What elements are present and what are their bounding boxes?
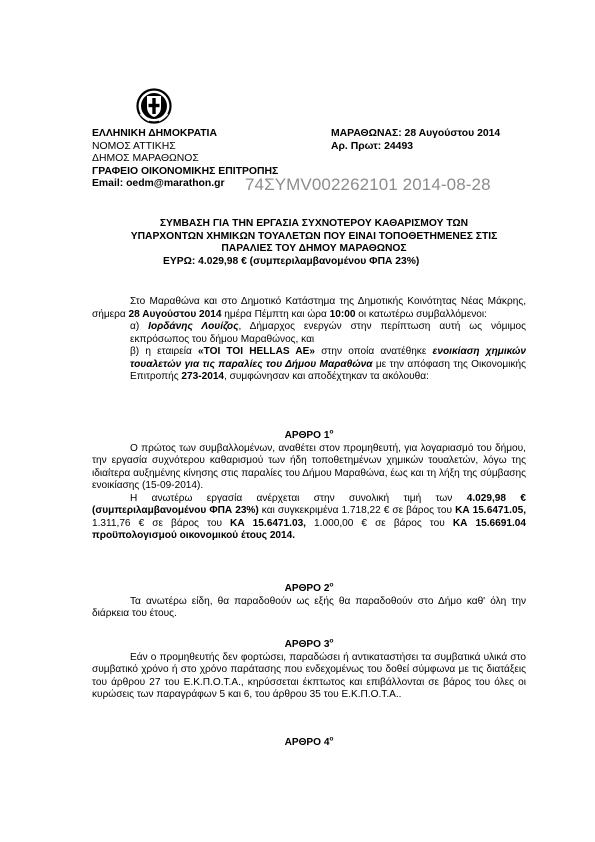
- date-block: [331, 128, 500, 153]
- article-1-paragraph-2: Η ανωτέρω εργασία ανέρχεται στην συνολική τιμή των 4.029,98 € (συμπεριλαμβανομένου ΦΠΑ 23%) και συγκεκριμένα 1.718,22 € σε βάρος του ΚΑ 15.6471.05, 1.311,76 € σε βάρος του ΚΑ 15.6471.03, 1.000,00 € σε βάρος του ΚΑ 15.6691.04 προϋπολογισμού οικονομικού έτους 2014.: [92, 492, 526, 541]
- contact-email: Email: oedm@marathon.gr: [92, 178, 225, 190]
- title-line-3: ΠΑΡΑΛΙΕΣ ΤΟΥ ΔΗΜΟΥ ΜΑΡΑΘΩΝΟΣ: [221, 243, 407, 255]
- contract-title: [92, 218, 536, 268]
- office-name: ΓΡΑΦΕΙΟ ΟΙΚΟΝΟΜΙΚΗΣ ΕΠΙΤΡΟΠΗΣ: [92, 165, 279, 177]
- article-2-heading: ΑΡΘΡΟ $2^o$: [284, 581, 334, 594]
- title-line-2: ΥΠΑΡΧΟΝΤΩΝ ΧΗΜΙΚΩΝ ΤΟΥΑΛΕΤΩΝ ΠΟΥ ΕΙΝΑΙ ΤΟΠΟΘΕΤΗΜΕΝΕΣ ΣΤΙΣ: [130, 230, 498, 242]
- protocol-number: Αρ. Πρωτ: 24493: [331, 140, 414, 152]
- article-2-paragraph: Τα ανωτέρω είδη, θα παραδοθούν ως εξής θα παραδοθούν στο Δήμο καθ' όλη την διάρκεια του έτους.: [92, 595, 526, 619]
- party-b-item: β) η εταιρεία «TOI TOI HELLAS AE» στην οποία ανατέθηκε ενοικίαση χημικών τουαλετών για τις παραλίες του Δήμου Μαραθώνα με την απόφαση της Οικονομικής Επιτροπής 273-2014, συμφώνησαν και αποδέχτηκαν τα ακόλουθα:: [130, 346, 526, 382]
- article-1-heading: ΑΡΘΡΟ $1^o$: [284, 428, 334, 441]
- article-3-heading: ΑΡΘΡΟ $3^o$: [284, 637, 334, 650]
- article-1-paragraph-1: Ο πρώτος των συμβαλλομένων, αναθέτει στον προμηθευτή, για λογαριασμό του δήμου, την εργασία συχνότερου καθαρισμού των ήδη τοποθετημένων χημικών τουαλετών, λόγω της ιδιαίτερα αυξημένης κίνησης στις παραλίες του Δήμου Μαραθώνα, έως και τη λήξη της σύμβασης ενοικίασης (15-09-2014).: [92, 442, 526, 491]
- title-line-1: ΣΥΜΒΑΣΗ ΓΙΑ ΤΗΝ ΕΡΓΑΣΙΑ ΣΥΧΝΟΤΕΡΟΥ ΚΑΘΑΡΙΣΜΟΥ ΤΩΝ: [159, 218, 469, 229]
- article-4: [92, 737, 526, 750]
- article-4-heading: ΑΡΘΡΟ $4^o$: [284, 735, 334, 748]
- municipality-name: ΔΗΜΟΣ ΜΑΡΑΘΩΝΟΣ: [92, 153, 199, 165]
- article-1: [92, 430, 526, 543]
- contract-amount: ΕΥΡΩ: 4.029,98 € (συμπεριλαμβανομένου ΦΠΑ 23%): [163, 255, 420, 267]
- party-a-item: α) Ιορδάνης Λουίζος, Δήμαρχος ενεργών στην περίπτωση αυτή ως νόμιμος εκπρόσωπος του δήμου Μαραθώνος, και: [130, 321, 526, 345]
- article-2: [92, 583, 526, 621]
- contract-intro: [92, 296, 526, 384]
- intro-paragraph: Στο Μαραθώνα και στο Δημοτικό Κατάστημα της Δημοτικής Κοινότητας Νέας Μάκρης, σήμερα 28 Αυγούστου 2014 ημέρα Πέμπτη και ώρα 10:00 οι κατωτέρω συμβαλλόμενοι:: [92, 296, 526, 320]
- diavgeia-ada-stamp: 74ΣΥΜV002262101 2014-08-28: [245, 175, 491, 194]
- country-name: ΕΛΛΗΝΙΚΗ ΔΗΜΟΚΡΑΤΙΑ: [92, 128, 217, 139]
- article-3-paragraph: Εάν ο προμηθευτής δεν φορτώσει, παραδώσει ή αντικαταστήσει τα συμβατικά υλικά στο συμβατικό χρόνο ή στο χρόνο παράτασης που ενδεχομένως του δοθεί σύμφωνα με τις διατάξεις του άρθρου 27 του Ε.Κ.Π.Ο.Τ.Α., κηρύσσεται έκπτωτος και επιβάλλονται σε βάρος του όλες οι κυρώσεις των παραγράφων 5 και 6, του άρθρου 35 του Ε.Κ.Π.Ο.Τ.Α..: [92, 651, 526, 700]
- greek-coat-of-arms-icon: [136, 88, 172, 124]
- article-3: [92, 639, 526, 702]
- prefecture-name: ΝΟΜΟΣ ΑΤΤΙΚΗΣ: [92, 140, 176, 152]
- place-date: ΜΑΡΑΘΩΝΑΣ: 28 Αυγούστου 2014: [331, 128, 501, 139]
